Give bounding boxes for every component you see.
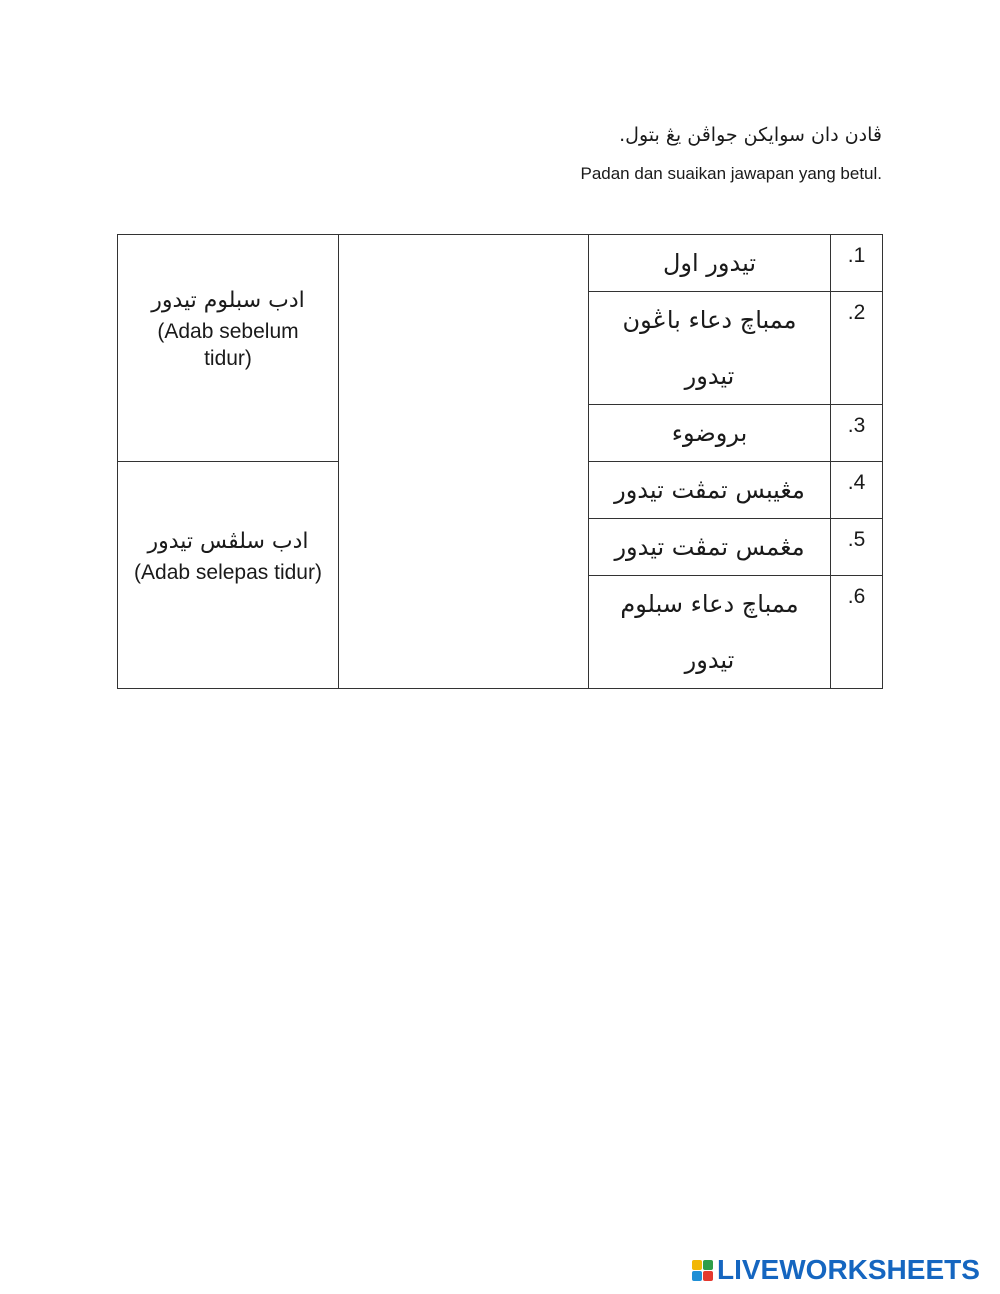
logo-square [703, 1260, 713, 1270]
item-text[interactable]: مڠيبس تمڤت تيدور [589, 462, 831, 519]
liveworksheets-logo[interactable] [692, 1255, 980, 1285]
item-number: .2 [831, 292, 883, 405]
item-text[interactable]: مڠمس تمڤت تيدور [589, 519, 831, 576]
category-jawi: ادب سبلوم تيدور [151, 288, 305, 313]
category-latin: (Adab selepas tidur) [134, 560, 322, 584]
instruction-latin: Padan dan suaikan jawapan yang betul. [580, 164, 882, 183]
answer-drop-area[interactable] [339, 235, 589, 689]
instruction-jawi: ڤادن دان سوايکن جواڤن يڠ بتول. [619, 124, 882, 146]
category-before-sleep [118, 235, 339, 462]
logo-square [692, 1271, 702, 1281]
category-latin: (Adab sebelum tidur) [157, 320, 299, 370]
matching-table [117, 234, 883, 689]
category-after-sleep [118, 462, 339, 689]
item-number: .5 [831, 519, 883, 576]
item-text[interactable]: تيدور اول [589, 235, 831, 292]
category-jawi: ادب سلڤس تيدور [147, 528, 309, 554]
item-number: .3 [831, 405, 883, 462]
item-number: .4 [831, 462, 883, 519]
item-number: .6 [831, 576, 883, 689]
item-number: .1 [831, 235, 883, 292]
item-text[interactable]: ممباچ دعاء باڠون تيدور [589, 292, 831, 405]
logo-mark-icon [692, 1260, 713, 1281]
item-text[interactable]: ممباچ دعاء سبلوم تيدور [589, 576, 831, 689]
logo-square [703, 1271, 713, 1281]
logo-square [692, 1260, 702, 1270]
item-text[interactable]: بروضوء [589, 405, 831, 462]
logo-text: LIVEWORKSHEETS [717, 1254, 980, 1285]
